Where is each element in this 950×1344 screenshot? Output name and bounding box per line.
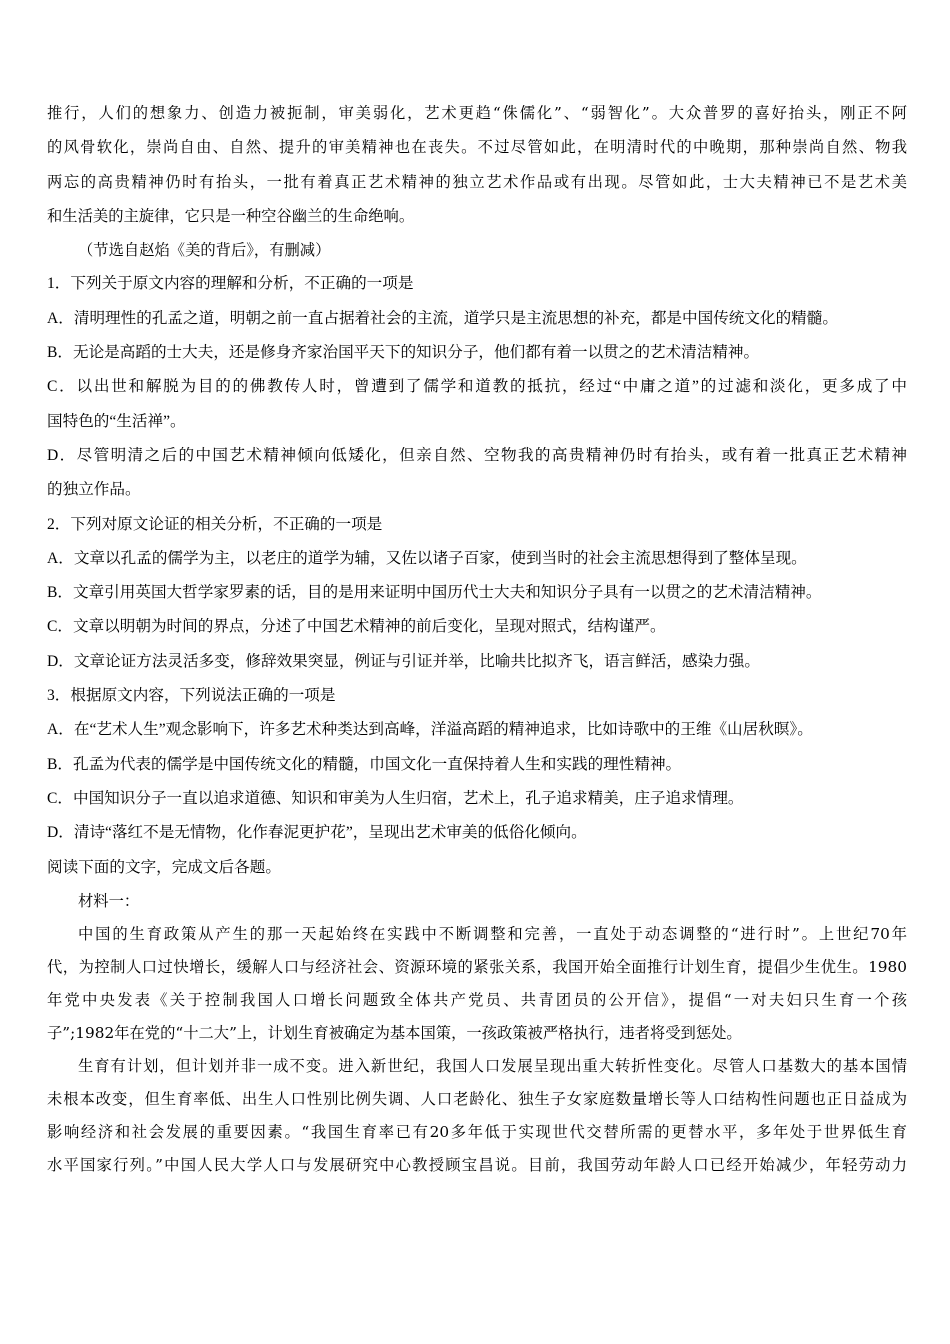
reading-instruction: 阅读下面的文字，完成文后各题。 <box>47 858 281 876</box>
paragraph-line: 水平国家行列。”中国人民大学人口与发展研究中心教授顾宝昌说。目前，我国劳动年龄人口已经开始减少，年轻劳动力 <box>47 1155 907 1174</box>
option-d: D．清诗“落红不是无情物，化作春泥更护花”，呈现出艺术审美的低俗化倾向。 <box>47 824 587 842</box>
question-stem: 3．根据原文内容，下列说法正确的一项是 <box>47 687 336 705</box>
option-d: D．尽管明清之后的中国艺术精神倾向低矮化，但亲自然、空物我的高贵精神仍时有抬头，或有着一批真正艺术精神 <box>47 446 907 464</box>
material-paragraph <box>47 918 907 1050</box>
material-one <box>47 885 907 1182</box>
paragraph-line: 中国的生育政策从产生的那一天起始终在实践中不断调整和完善，一直处于动态调整的“进行时”。上世纪70年 <box>78 924 907 943</box>
option-a: A．文章以孔孟的儒学为主，以老庄的道学为辅，又佐以诸子百家，使到当时的社会主流思想得到了整体呈现。 <box>47 549 807 567</box>
question-stem: 2．下列对原文论证的相关分析，不正确的一项是 <box>47 515 383 533</box>
paragraph-line: 影响经济和社会发展的重要因素。“我国生育率已有20多年低于实现世代交替所需的更替水平，多年处于世界低生育 <box>47 1122 907 1141</box>
option-d-continued: 的独立作品。 <box>47 481 141 499</box>
passage <box>47 96 907 267</box>
question-stem: 1．下列关于原文内容的理解和分析，不正确的一项是 <box>47 275 414 293</box>
question-1 <box>47 267 907 507</box>
option-c: C．以出世和解脱为目的的佛教传人时，曾遭到了儒学和道教的抵抗，经过“中庸之道”的过滤和淡化，更多成了中 <box>47 378 907 396</box>
option-a: A．清明理性的孔孟之道，明朝之前一直占据着社会的主流，道学只是主流思想的补充，都是中国传统文化的精髓。 <box>47 309 838 327</box>
question-2 <box>47 508 907 679</box>
paragraph-line: 代，为控制人口过快增长，缓解人口与经济社会、资源环境的紧张关系，我国开始全面推行计划生育，提倡少生优生。1980 <box>47 957 907 976</box>
passage-line: 推行，人们的想象力、创造力被扼制，审美弱化，艺术更趋“侏儒化”、“弱智化”。大众普罗的喜好抬头，刚正不阿 <box>47 104 907 122</box>
option-d: D．文章论证方法灵活多变，修辞效果突显，例证与引证并举，比喻共比拟齐飞，语言鲜活，感染力强。 <box>47 652 760 670</box>
option-b: B．孔孟为代表的儒学是中国传统文化的精髓，巾国文化一直保持着人生和实践的理性精神。 <box>47 755 682 773</box>
passage-source: （节选自赵焰《美的背后》，有删减） <box>78 241 331 260</box>
option-c: C．中国知识分子一直以追求道德、知识和审美为人生归宿，艺术上，孔子追求精美，庄子追求情理。 <box>47 789 744 807</box>
material-paragraph <box>47 1050 907 1182</box>
option-c: C．文章以明朝为时间的界点，分述了中国艺术精神的前后变化，呈现对照式，结构谨严。 <box>47 618 666 636</box>
option-a: A．在“艺术人生”观念影响下，许多艺术种类达到高峰，洋溢高蹈的精神追求，比如诗歌中的王维《山居秋暝》。 <box>47 721 813 739</box>
paragraph-line: 生育有计划，但计划并非一成不变。进入新世纪，我国人口发展呈现出重大转折性变化。尽管人口基数大的基本国情 <box>78 1056 907 1075</box>
document-content <box>47 96 907 1182</box>
passage-line: 的风骨软化，崇尚自由、自然、提升的审美精神也在丧失。不过尽管如此，在明清时代的中晚期，那种崇尚自然、物我 <box>47 138 907 157</box>
passage-line: 两忘的高贵精神仍时有抬头，一批有着真正艺术精神的独立艺术作品或有出现。尽管如此，士大夫精神已不是艺术美 <box>47 172 907 191</box>
paragraph-line: 年党中央发表《关于控制我国人口增长问题致全体共产党员、共青团员的公开信》，提倡“一对夫妇只生育一个孩 <box>47 990 907 1009</box>
material-label: 材料一： <box>78 891 140 910</box>
paragraph-line: 未根本改变，但生育率低、出生人口性别比例失调、人口老龄化、独生子女家庭数量增长等人口结构性问题也正日益成为 <box>47 1089 907 1108</box>
question-3 <box>47 679 907 850</box>
option-c-continued: 国特色的“生活禅”。 <box>47 412 186 430</box>
option-b: B．无论是高蹈的士大夫，还是修身齐家治国平天下的知识分子，他们都有着一以贯之的艺术清洁精神。 <box>47 344 760 362</box>
option-b: B．文章引用英国大哲学家罗素的话，目的是用来证明中国历代士大夫和知识分子具有一以贯之的艺术清洁精神。 <box>47 584 822 602</box>
passage-line: 和生活美的主旋律，它只是一种空谷幽兰的生命绝响。 <box>47 206 415 225</box>
paragraph-line: 子”;1982年在党的“十二大”上，计划生育被确定为基本国策，一孩政策被严格执行，违者将受到惩处。 <box>47 1023 742 1042</box>
